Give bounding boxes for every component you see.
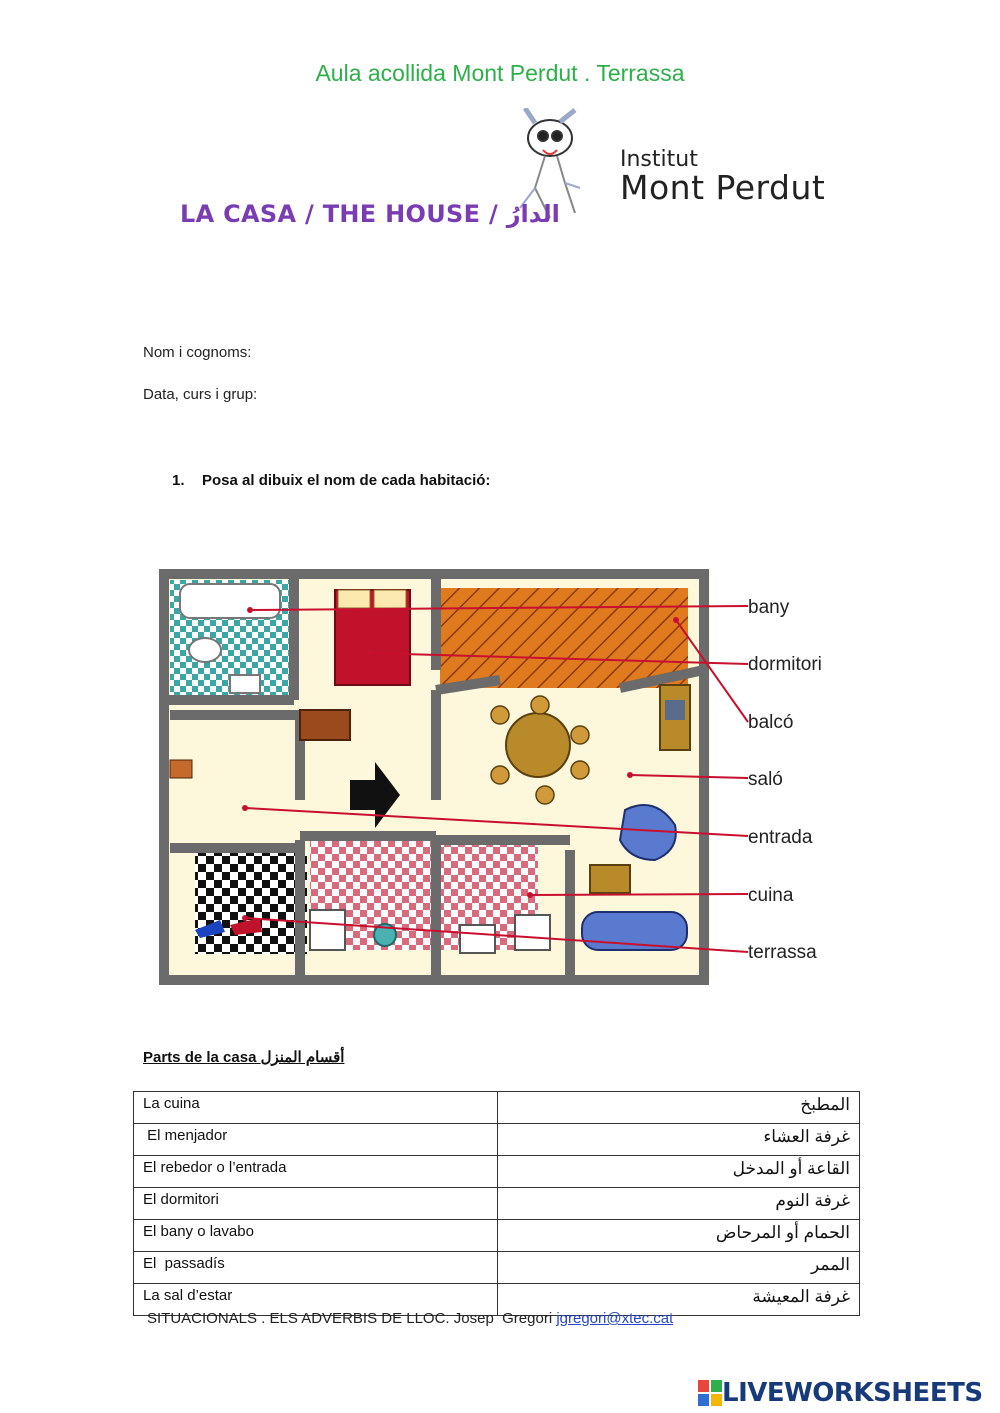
liveworksheets-wordmark: LIVEWORKSHEETS [722,1378,983,1408]
arabic-cell: غرفة العشاء [498,1124,860,1156]
label-bany[interactable]: bany [748,597,790,618]
label-entrada[interactable]: entrada [748,827,813,848]
wardrobe [300,710,350,740]
catalan-cell: La sal d’estar [134,1284,498,1316]
exercise-text: Posa al dibuix el nom de cada habitació: [202,472,491,489]
hall-cabinet [170,760,192,778]
arabic-cell: الممر [498,1252,860,1284]
arabic-cell: المطبخ [498,1092,860,1124]
exercise-number: 1. [172,472,185,489]
footer-text: SITUACIONALS . ELS ADVERBIS DE LLOC. Josep Gregori [147,1310,553,1327]
toilet [189,638,221,662]
balcony-floor [440,588,688,688]
footer [147,1310,673,1327]
label-cuina[interactable]: cuina [748,885,794,906]
logo-text-institut: Institut [620,147,698,172]
house-floorplan [150,560,870,990]
table-row [134,1252,860,1284]
catalan-cell: El passadís [134,1252,498,1284]
catalan-cell: La cuina [134,1092,498,1124]
catalan-cell: El menjador [134,1124,498,1156]
table-row [134,1220,860,1252]
kitchen-sink [460,925,495,953]
parts-table [133,1091,860,1316]
page-title: LA CASA / THE HOUSE / الدارُ [180,200,560,228]
header-title: Aula acollida Mont Perdut . Terrassa [315,60,685,86]
liveworksheets-brand [698,1378,983,1408]
logo-text-name: Mont Perdut [620,168,826,207]
catalan-cell: El bany o lavabo [134,1220,498,1252]
label-balco[interactable]: balcó [748,712,794,733]
catalan-cell: El dormitori [134,1188,498,1220]
table-row [134,1188,860,1220]
exercise-instruction [172,472,490,489]
table-row [134,1156,860,1188]
sink-bath [230,675,260,693]
table-row [134,1092,860,1124]
label-salo[interactable]: saló [748,769,783,790]
stove [515,915,550,950]
terrace-floor [195,852,307,954]
arabic-cell: غرفة المعيشة [498,1284,860,1316]
arabic-cell: غرفة النوم [498,1188,860,1220]
label-dormitori[interactable]: dormitori [748,654,822,675]
washing-machine [310,910,345,950]
name-field-label: Nom i cognoms: [143,344,252,361]
arabic-cell: القاعة أو المدخل [498,1156,860,1188]
label-terrassa[interactable]: terrassa [748,942,817,963]
parts-section-title: Parts de la casa أقسام المنزل [143,1049,345,1066]
date-field-label: Data, curs i grup: [143,386,258,403]
side-table [590,865,630,893]
catalan-cell: El rebedor o l’entrada [134,1156,498,1188]
arabic-cell: الحمام أو المرحاض [498,1220,860,1252]
table-row [134,1124,860,1156]
dining-table [506,713,570,777]
tv [665,700,685,720]
footer-email-link[interactable]: jgregori@xtec.cat [556,1310,674,1327]
liveworksheets-logo-icon [698,1380,722,1406]
bathtub [180,584,280,618]
